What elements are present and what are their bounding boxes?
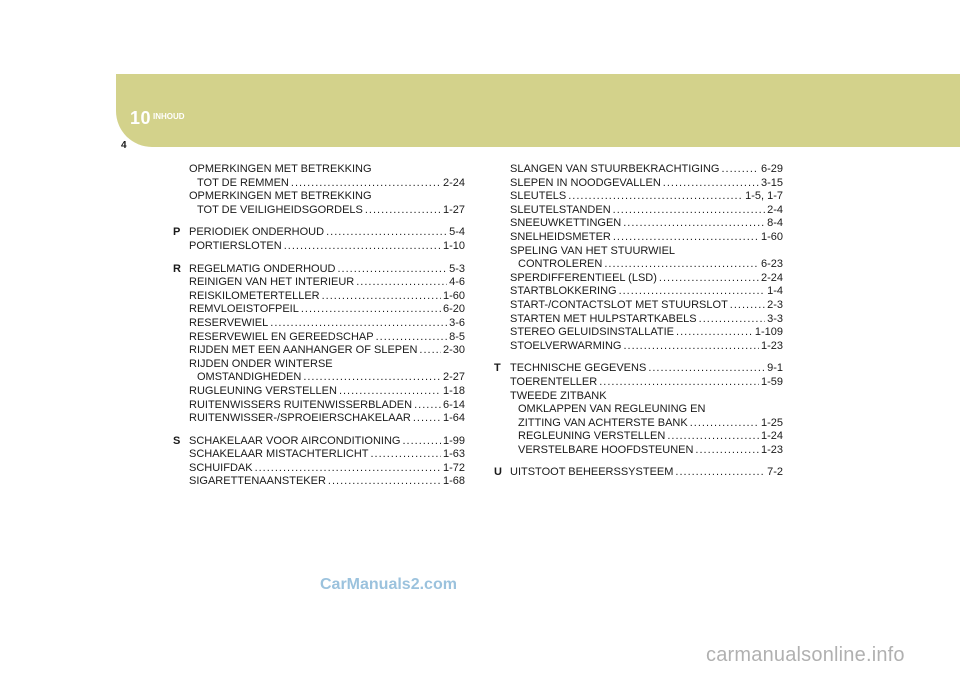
entry-page-ref: 5-3 — [449, 262, 465, 275]
index-entry[interactable] — [173, 290, 465, 304]
entry-page-ref: 1-23 — [760, 339, 783, 352]
entry-label: STOELVERWARMING — [510, 339, 622, 352]
section-letter: T — [494, 362, 501, 375]
entry-page-ref: 2-24 — [760, 271, 783, 284]
entry-label: RUITENWISSERS RUITENWISSERBLADEN — [189, 398, 413, 411]
watermark-carmanualsonline[interactable]: carmanualsonline.info — [706, 644, 905, 666]
entry-label: RIJDEN ONDER WINTERSE — [189, 357, 333, 370]
entry-label: RESERVEWIEL EN GEREEDSCHAP — [189, 330, 374, 343]
entry-page-ref: 8-5 — [449, 330, 465, 343]
index-entry — [494, 403, 783, 417]
index-entry[interactable] — [494, 313, 783, 327]
dot-leader — [356, 276, 447, 290]
index-entry[interactable] — [173, 371, 465, 385]
index-entry[interactable] — [173, 331, 465, 345]
entry-label: REINIGEN VAN HET INTERIEUR — [189, 276, 355, 289]
index-entry[interactable] — [173, 317, 465, 331]
chapter-title: INHOUD — [153, 112, 185, 121]
entry-label: SLEUTELSTANDEN — [510, 203, 611, 216]
entry-label: VERSTELBARE HOOFDSTEUNEN — [518, 443, 694, 456]
entry-page-ref: 1-72 — [442, 461, 465, 474]
entry-page-ref: 2-27 — [442, 371, 465, 384]
index-entry[interactable] — [494, 299, 783, 313]
dot-leader — [301, 303, 441, 317]
entry-page-ref: 1-68 — [442, 475, 465, 488]
entry-page-ref: 6-20 — [442, 303, 465, 316]
chapter-number: 10 — [130, 108, 152, 128]
index-entry[interactable] — [173, 276, 465, 290]
entry-page-ref: 3-6 — [449, 316, 465, 329]
index-entry[interactable] — [173, 475, 465, 489]
dot-leader — [419, 344, 441, 358]
section-letter: P — [173, 226, 181, 239]
index-entry[interactable] — [494, 362, 783, 376]
entry-page-ref: 6-29 — [760, 163, 783, 175]
dot-leader — [303, 371, 441, 385]
index-entry — [494, 390, 783, 404]
entry-page-ref: 2-4 — [767, 203, 783, 216]
section-letter: R — [173, 262, 181, 275]
index-entry[interactable] — [173, 462, 465, 476]
entry-label: TWEEDE ZITBANK — [510, 389, 607, 402]
entry-label: TOERENTELLER — [510, 375, 598, 388]
index-entry[interactable] — [494, 258, 783, 272]
entry-label: TECHNISCHE GEGEVENS — [510, 362, 647, 375]
index-entry[interactable] — [173, 204, 465, 218]
dot-leader — [675, 466, 765, 480]
dot-leader — [328, 475, 441, 489]
entry-page-ref: 1-18 — [442, 384, 465, 397]
index-entry[interactable] — [494, 285, 783, 299]
dot-leader — [604, 258, 759, 272]
entry-page-ref: 1-24 — [760, 430, 783, 443]
entry-label: STARTBLOKKERING — [510, 285, 617, 298]
dot-leader — [413, 412, 441, 426]
entry-label: TOT DE VEILIGHEIDSGORDELS — [197, 203, 363, 216]
entry-label: RESERVEWIEL — [189, 316, 269, 329]
dot-leader — [613, 204, 765, 218]
entry-page-ref: 2-3 — [767, 298, 783, 311]
page-number: 4 — [121, 140, 127, 151]
entry-page-ref: 2-24 — [442, 176, 465, 189]
entry-label: RIJDEN MET EEN AANHANGER OF SLEPEN — [189, 344, 418, 357]
dot-leader — [326, 226, 447, 240]
index-entry[interactable] — [173, 435, 465, 449]
entry-label: OPMERKINGEN MET BETREKKING — [189, 190, 372, 203]
entry-label: SNELHEIDSMETER — [510, 230, 611, 243]
index-entry[interactable] — [494, 466, 783, 480]
dot-leader — [255, 462, 441, 476]
entry-label: SNEEUWKETTINGEN — [510, 217, 622, 230]
index-column-left — [173, 163, 465, 489]
dot-leader — [648, 362, 765, 376]
dot-leader — [339, 385, 441, 399]
dot-leader — [371, 448, 441, 462]
dot-leader — [619, 285, 766, 299]
dot-leader — [322, 290, 441, 304]
index-entry[interactable] — [173, 385, 465, 399]
entry-page-ref: 8-4 — [767, 217, 783, 230]
section-letter: U — [494, 466, 502, 479]
index-entry[interactable] — [494, 217, 783, 231]
index-entry[interactable] — [494, 177, 783, 191]
entry-label: SCHUIFDAK — [189, 461, 253, 474]
dot-leader — [623, 217, 765, 231]
chapter-header-band — [116, 74, 960, 147]
dot-leader — [291, 177, 441, 191]
entry-label: SLEUTELS — [510, 190, 567, 203]
entry-label: RUGLEUNING VERSTELLEN — [189, 384, 337, 397]
entry-page-ref: 1-10 — [442, 239, 465, 252]
index-entry[interactable] — [173, 303, 465, 317]
entry-label: SLANGEN VAN STUURBEKRACHTIGING — [510, 163, 720, 175]
entry-page-ref: 6-23 — [760, 258, 783, 271]
index-entry — [173, 190, 465, 204]
section-gap — [173, 254, 465, 263]
dot-leader — [699, 313, 765, 327]
entry-page-ref: 1-63 — [442, 448, 465, 461]
entry-page-ref: 3-3 — [767, 312, 783, 325]
entry-label: SPERDIFFERENTIEEL (LSD) — [510, 271, 657, 284]
dot-leader — [695, 444, 759, 458]
entry-label: CONTROLEREN — [518, 258, 603, 271]
dot-leader — [568, 190, 743, 204]
index-entry[interactable] — [494, 376, 783, 390]
entry-label: STEREO GELUIDSINSTALLATIE — [510, 326, 675, 339]
dot-leader — [663, 177, 759, 191]
index-entry[interactable] — [494, 272, 783, 286]
dot-leader — [376, 331, 447, 345]
entry-label: ZITTING VAN ACHTERSTE BANK — [518, 416, 688, 429]
entry-label: REMVLOEISTOFPEIL — [189, 303, 299, 316]
index-entry[interactable] — [173, 226, 465, 240]
entry-label: PERIODIEK ONDERHOUD — [189, 226, 325, 239]
entry-label: OMKLAPPEN VAN REGLEUNING EN — [518, 403, 706, 416]
section-gap — [494, 353, 783, 362]
index-entry[interactable] — [494, 204, 783, 218]
entry-page-ref: 3-15 — [760, 176, 783, 189]
entry-label: RUITENWISSER-/SPROEIERSCHAKELAAR — [189, 412, 411, 425]
index-entry — [173, 358, 465, 372]
entry-page-ref: 7-2 — [767, 466, 783, 479]
entry-label: OPMERKINGEN MET BETREKKING — [189, 163, 372, 175]
entry-label: TOT DE REMMEN — [197, 176, 289, 189]
entry-label: SLEPEN IN NOODGEVALLEN — [510, 176, 661, 189]
entry-label: SCHAKELAAR VOOR AIRCONDITIONING — [189, 434, 401, 447]
entry-page-ref: 1-60 — [760, 230, 783, 243]
index-entry[interactable] — [173, 412, 465, 426]
index-entry — [173, 163, 465, 177]
index-column-right — [494, 163, 783, 480]
index-entry[interactable] — [173, 344, 465, 358]
index-entry[interactable] — [494, 444, 783, 458]
index-entry[interactable] — [173, 177, 465, 191]
entry-page-ref: 1-109 — [754, 326, 783, 339]
dot-leader — [690, 417, 759, 431]
watermark-carmanuals2[interactable]: CarManuals2.com — [320, 576, 457, 593]
dot-leader — [402, 435, 440, 449]
entry-page-ref: 4-6 — [449, 276, 465, 289]
dot-leader — [730, 299, 765, 313]
dot-leader — [365, 204, 441, 218]
dot-leader — [721, 163, 759, 177]
entry-page-ref: 1-25 — [760, 416, 783, 429]
entry-page-ref: 1-5, 1-7 — [745, 190, 783, 203]
entry-label: OMSTANDIGHEDEN — [197, 371, 302, 384]
entry-page-ref: 1-60 — [442, 289, 465, 302]
dot-leader — [613, 231, 759, 245]
entry-label: SIGARETTENAANSTEKER — [189, 475, 326, 488]
index-entry[interactable] — [494, 326, 783, 340]
entry-label: REGLEUNING VERSTELLEN — [518, 430, 666, 443]
entry-label: START-/CONTACTSLOT MET STUURSLOT — [510, 298, 728, 311]
index-entry[interactable] — [494, 417, 783, 431]
entry-label: UITSTOOT BEHEERSSYSTEEM — [510, 466, 674, 479]
entry-label: REGELMATIG ONDERHOUD — [189, 262, 336, 275]
entry-page-ref: 1-4 — [767, 285, 783, 298]
entry-page-ref: 1-27 — [442, 203, 465, 216]
section-gap — [173, 217, 465, 226]
dot-leader — [599, 376, 759, 390]
dot-leader — [667, 430, 759, 444]
entry-label: SCHAKELAAR MISTACHTERLICHT — [189, 448, 369, 461]
dot-leader — [623, 340, 759, 354]
entry-page-ref: 9-1 — [767, 362, 783, 375]
entry-page-ref: 1-23 — [760, 443, 783, 456]
index-entry[interactable] — [173, 448, 465, 462]
index-entry[interactable] — [494, 190, 783, 204]
entry-page-ref: 1-99 — [442, 434, 465, 447]
index-entry[interactable] — [173, 263, 465, 277]
dot-leader — [414, 399, 441, 413]
dot-leader — [337, 263, 447, 277]
dot-leader — [659, 272, 759, 286]
entry-page-ref: 1-64 — [442, 412, 465, 425]
dot-leader — [284, 240, 441, 254]
index-entry — [494, 245, 783, 259]
entry-page-ref: 1-59 — [760, 375, 783, 388]
section-letter: S — [173, 434, 181, 447]
entry-label: STARTEN MET HULPSTARTKABELS — [510, 312, 697, 325]
entry-page-ref: 5-4 — [449, 226, 465, 239]
entry-page-ref: 6-14 — [442, 398, 465, 411]
index-entry[interactable] — [494, 231, 783, 245]
entry-label: SPELING VAN HET STUURWIEL — [510, 244, 676, 257]
index-entry[interactable] — [494, 430, 783, 444]
index-entry[interactable] — [494, 163, 783, 177]
index-entry[interactable] — [173, 399, 465, 413]
section-gap — [173, 426, 465, 435]
entry-label: REISKILOMETERTELLER — [189, 289, 320, 302]
index-entry[interactable] — [494, 340, 783, 354]
index-entry[interactable] — [173, 240, 465, 254]
dot-leader — [270, 317, 447, 331]
dot-leader — [676, 326, 753, 340]
entry-label: PORTIERSLOTEN — [189, 239, 282, 252]
entry-page-ref: 2-30 — [442, 344, 465, 357]
section-gap — [494, 457, 783, 466]
